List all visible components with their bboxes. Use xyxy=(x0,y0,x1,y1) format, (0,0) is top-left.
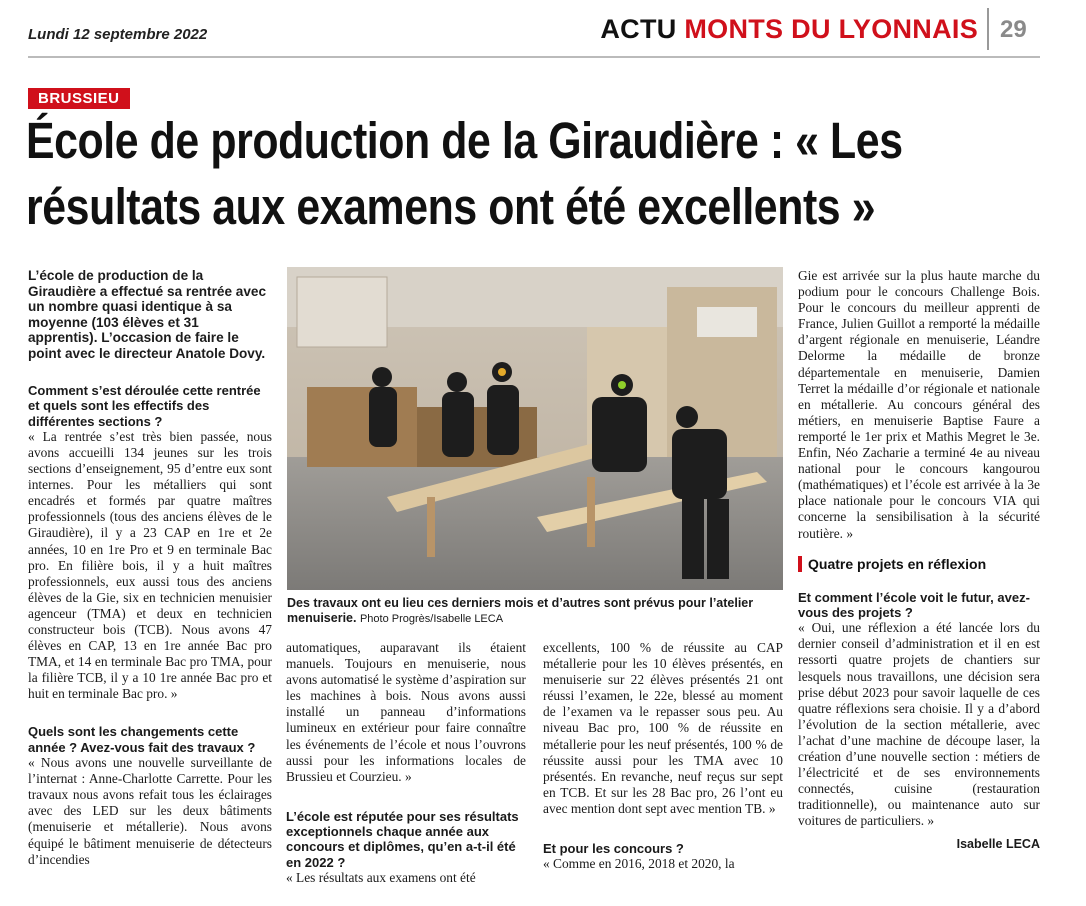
answer-2-part-1: « Nous avons une nouvelle surveillante de l’internat : Anne-Charlotte Carrette. Pour les travaux nous avons refait tous les éclairages avec des LED sur les deux bâtiments (menuiserie et métallerie). Nous avons équipé le bâtiment menuiserie de détecteurs d’incendies xyxy=(28,755,272,867)
question-5: Et comment l’école voit le futur, avez-vous des projets ? xyxy=(798,589,1030,620)
answer-3-part-1: « Les résultats aux examens ont été xyxy=(286,870,476,886)
article-lead: L’école de production de la Giraudière a effectué sa rentrée avec un nombre quasi identique à sa moyenne (103 élèves et 31 apprentis). L’occasion de faire le point avec le directeur Anatole Dovy. xyxy=(28,268,267,361)
article-kicker: BRUSSIEU xyxy=(28,88,130,109)
column-2 xyxy=(286,640,526,886)
workshop-photo xyxy=(287,267,783,590)
title-line-2: résultats aux examens ont été excellents » xyxy=(26,178,876,235)
answer-4-part-1: « Comme en 2016, 2018 et 2020, la xyxy=(543,856,735,872)
column-4 xyxy=(798,268,1040,852)
photo-caption-text: Des travaux ont eu lieu ces derniers mois et d’autres sont prévus pour l’atelier menuiserie. xyxy=(287,596,754,625)
photo-credit: Photo Progrès/Isabelle LECA xyxy=(359,613,504,625)
answer-1: « La rentrée s’est très bien passée, nous avons accueilli 134 jeunes sur les trois sections d’enseignement, 95 d’entre eux sont internes. Pour les métalliers qui sont encadrés et formés par quatre maîtres professionnels (tous des anciens élèves de le Giraudière), il y a 23 CAP en 1re et 2e années, 10 en 1re Pro et 9 en terminale Bac pro. En filière bois, il y a huit maîtres professionnels, eux aussi tous des anciens élèves de la Gie, six en technicien menuisier agenceur (TMA) et deux en technicien constructeur bois (TCB). Nous avons 47 élèves en CAP, 13 en 1re année Bac pro TMA, et 14 en terminale Bac pro TMA, pour la filière TCB, il y a 10 1re année Bac pro et huit en terminale Bac pro. » xyxy=(28,428,272,702)
author-signature: Isabelle LECA xyxy=(956,836,1040,851)
page-number-divider xyxy=(987,8,989,50)
title-line-1: École de production de la Giraudière : « Les xyxy=(26,112,903,169)
question-2: Quels sont les changements cette année ? Avez-vous fait des travaux ? xyxy=(28,724,256,755)
answer-5: « Oui, une réflexion a été lancée lors du dernier conseil d’administration et il en est ressorti quatre projets de chantiers sur lesquels nous travaillons, une décision sera prise début 2023 pour savoir laquelle de ces quatre réflexions sera choisie. Il y a d’abord l’évolution de la section métallerie, avec l’achat d’une machine de découpe laser, la création d’une nouvelle section : métiers de l’électricité et de ses environnements connectés, cuisine (restauration traditionnelle), ou maintenance auto sur voitures de particuliers. » xyxy=(798,620,1040,829)
page-number: 29 xyxy=(1000,16,1027,43)
section-title-part2: MONTS DU LYONNAIS xyxy=(684,14,978,44)
issue-date: Lundi 12 septembre 2022 xyxy=(28,26,208,43)
section-title xyxy=(600,14,978,45)
subheading: Quatre projets en réflexion xyxy=(798,556,1040,572)
answer-3-part-2: excellents, 100 % de réussite au CAP métallerie pour les 10 élèves présentés, en menuiserie sur 22 élèves présentés 21 ont réussi l’examen, le 22e, blessé au moment de l’examen va le repasser sous peu. Au niveau Bac pro, 100 % de réussite en métallerie pour les neuf présentés, 100 % de réussite aussi pour les TMA avec 10 présentés. En revanche, neuf reçus sur sept en TCB. Et sur les 28 Bac pro, 26 l’ont eu avec mention dont sept avec mention TB. » xyxy=(543,640,783,816)
article-title xyxy=(26,108,903,240)
section-title-part1: ACTU xyxy=(600,14,677,44)
column-1 xyxy=(28,383,272,868)
header-rule xyxy=(28,56,1040,58)
answer-2-part-2: automatiques, auparavant ils étaient manuels. Toujours en menuiserie, nous avons automatisé le système d’aspiration sur les machines à bois. Nous avons aussi installé un panneau d’informations lumineux en extérieur pour faire connaître les événements de l’école et nous l’ouvrons aussi pour les informations locales de Brussieu et Courzieu. » xyxy=(286,640,526,784)
question-1: Comment s’est déroulée cette rentrée et quels sont les effectifs des différentes sections ? xyxy=(28,383,261,429)
question-3: L’école est réputée pour ses résultats exceptionnels chaque année aux concours et diplômes, qu’en a-t-il été en 2022 ? xyxy=(286,808,519,870)
question-4: Et pour les concours ? xyxy=(543,841,684,857)
column-3 xyxy=(543,640,783,872)
answer-4-part-2: Gie est arrivée sur la plus haute marche du podium pour le concours Challenge Bois. Pour le concours du meilleur apprenti de France, Julien Guillot a remporté la médaille d’argent régionale en menuiserie, Léandre Delorme la médaille de bronze départementale en menuiserie, Damien Terret la médaille d’or régionale et nationale en métallerie. Au concours général des métiers, en menuiserie Baptise Faure a remporté le 1er prix et Mathis Megret le 3e. Enfin, Néo Zacharie a terminé 4e au niveau national pour le concours kangourou (mathématiques) et l’école est arrivée à la 3e place nationale pour le concours VIA qui concerne la sensibilisation à la sécurité routière. » xyxy=(798,268,1040,541)
photo-caption xyxy=(287,596,783,627)
